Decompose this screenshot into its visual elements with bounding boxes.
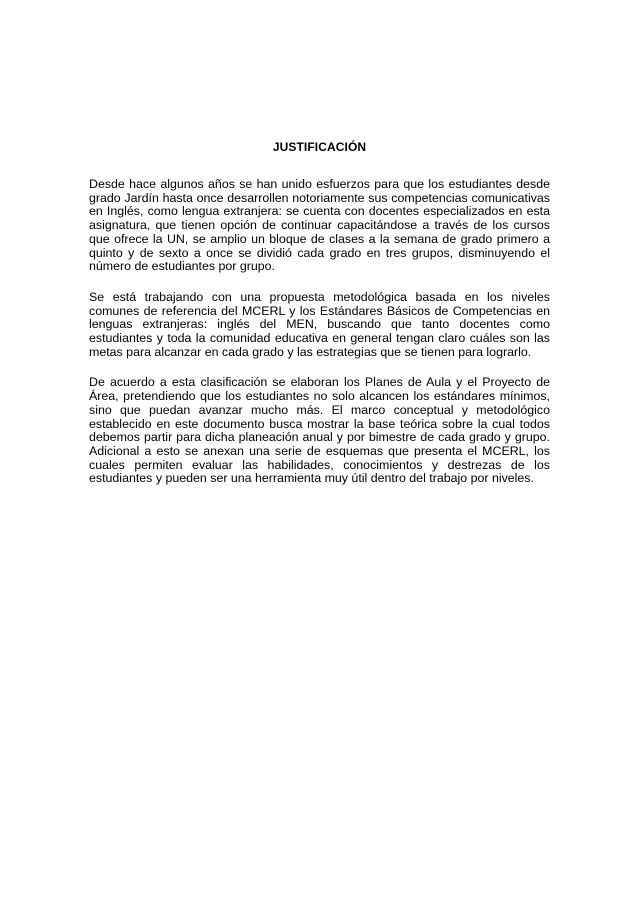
document-body (89, 140, 550, 503)
page-title: JUSTIFICACIÓN (272, 140, 367, 154)
paragraph-3: De acuerdo a esta clasificación se elaboran los Planes de Aula y el Proyecto de Área, pretendiendo que los estudiantes no solo alcancen los estándares mínimos, sino que puedan avanzar mucho más. El marco conceptual y metodológico establecido en este documento busca mostrar la base teórica sobre la cual todos debemos partir para dicha planeación anual y por bimestre de cada grado y grupo. Adicional a esto se anexan una serie de esquemas que presenta el MCERL, los cuales permiten evaluar las habilidades, conocimientos y destrezas de los estudiantes y pueden ser una herramienta muy útil dentro del trabajo por niveles. (89, 375, 550, 486)
paragraph-2: Se está trabajando con una propuesta metodológica basada en los niveles comunes de referencia del MCERL y los Estándares Básicos de Competencias en lenguas extranjeras: inglés del MEN, buscando que tanto docentes como estudiantes y toda la comunidad educativa en general tengan claro cuáles son las metas para alcanzar en cada grado y las estrategias que se tienen para lograrlo. (89, 289, 550, 359)
paragraph-1: Desde hace algunos años se han unido esfuerzos para que los estudiantes desde grado Jardín hasta once desarrollen notoriamente sus competencias comunicativas en Inglés, como lengua extranjera: se cuenta con docentes especializados en esta asignatura, que tienen opción de continuar capacitándose a través de los cursos que ofrece la UN, se amplio un bloque de clases a la semana de grado primero a quinto y de sexto a once se dividió cada grado en tres grupos, disminuyendo el número de estudiantes por grupo. (89, 177, 550, 274)
